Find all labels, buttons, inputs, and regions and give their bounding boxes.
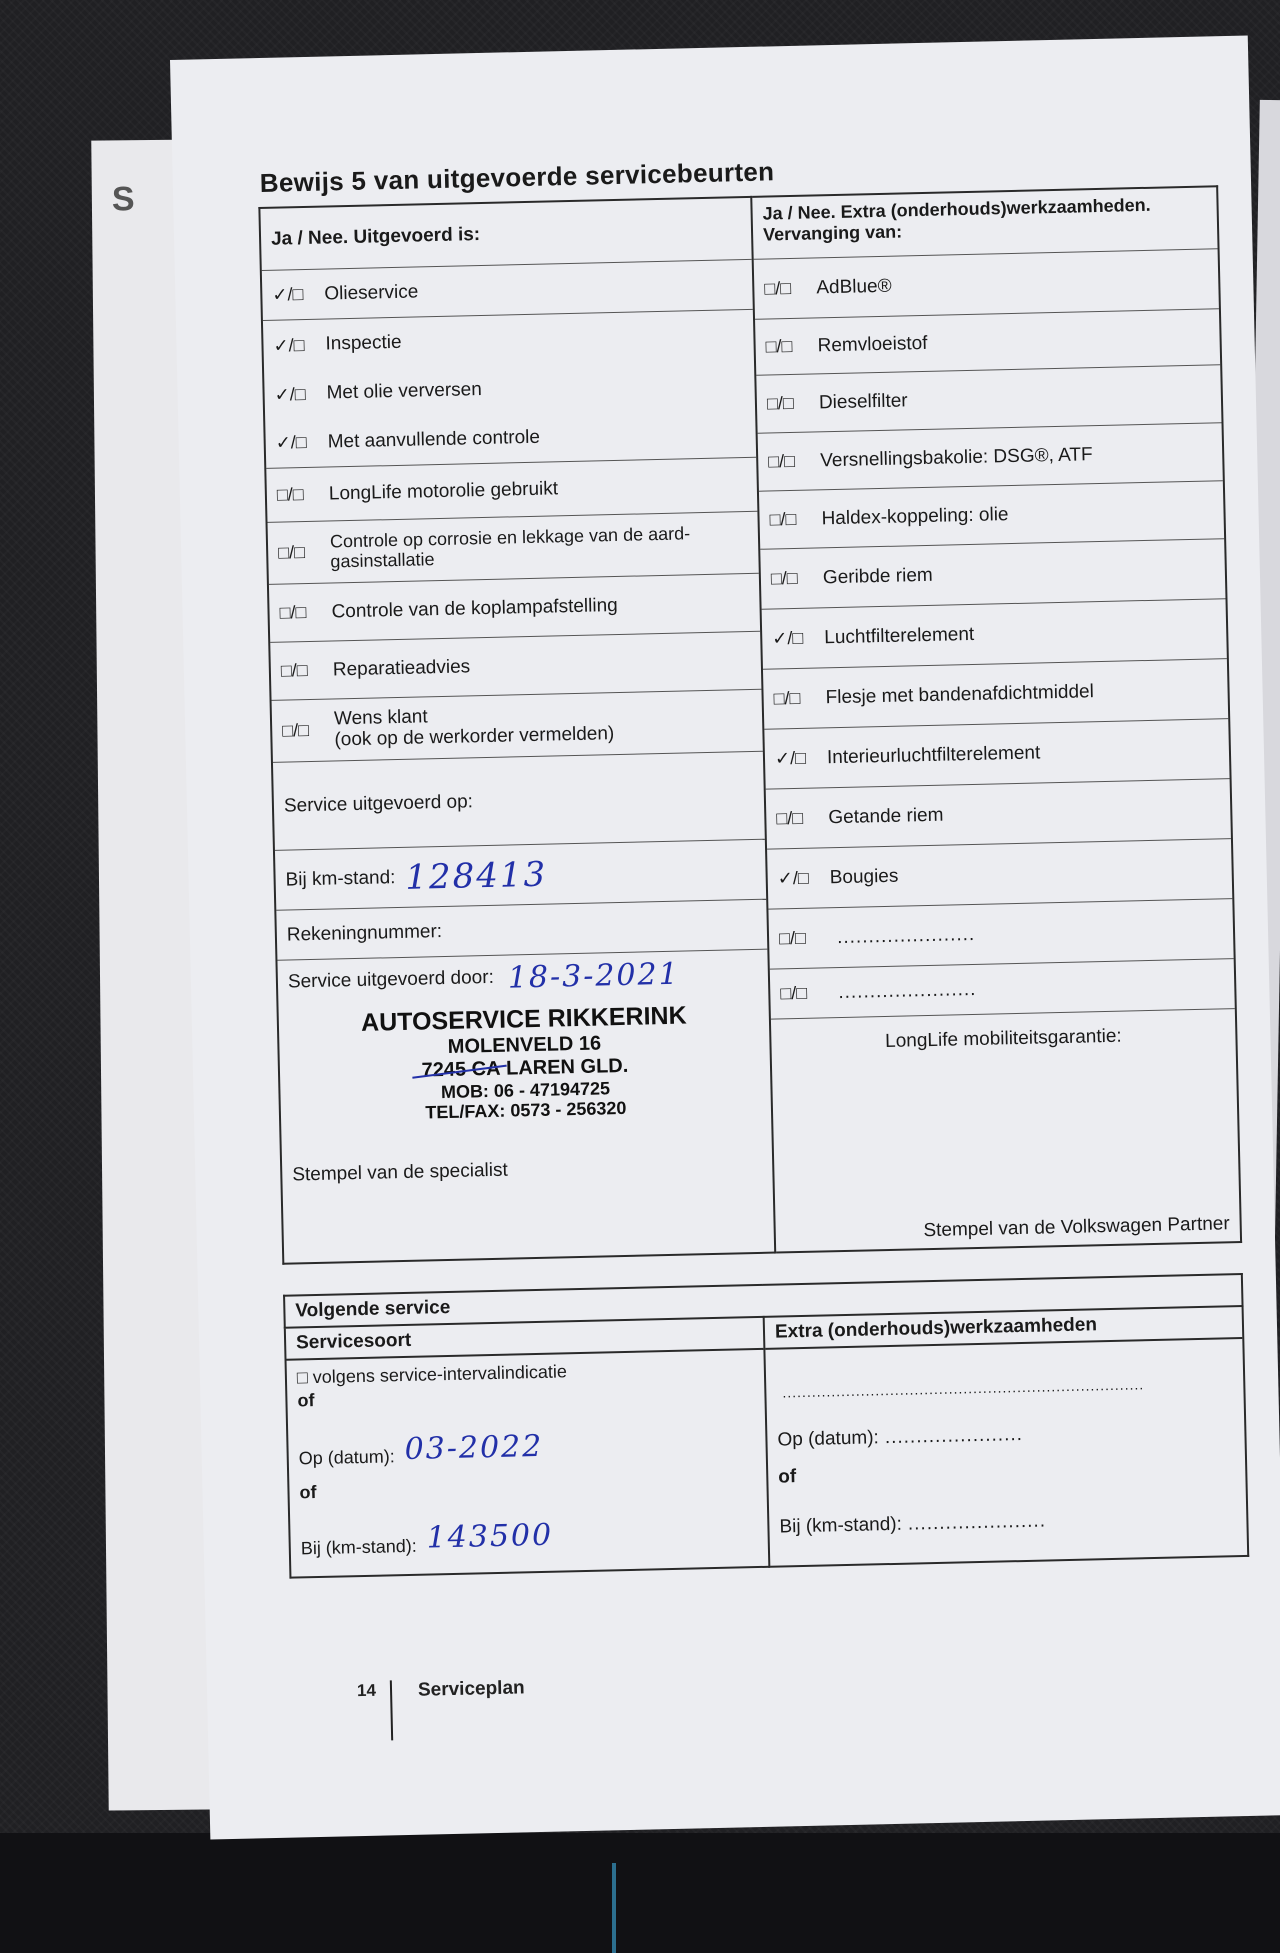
service-type-label: Servicesoort [286,1318,764,1361]
right-item-blank-1[interactable]: □/□ ...................... [768,899,1233,970]
left-item-olieservice[interactable]: ✓/□ Olieservice [262,260,753,321]
right-item-adblue[interactable]: □/□ AdBlue® [754,249,1219,320]
form-title: Bewijs 5 van uitgevoerde servicebeurten [259,156,775,198]
next-date-value[interactable]: 03-2022 [404,1428,544,1467]
service-date-value[interactable]: 18-3-2021 [507,956,681,996]
background-dark-fabric [0,1833,1280,1953]
checkbox-pair[interactable]: □/□ [769,508,797,530]
checkbox-pair-checked[interactable]: ✓/□ [772,627,804,649]
km-stand-row[interactable]: Bij km-stand: 128413 [275,840,766,911]
right-item-dieselfilter[interactable]: □/□ Dieselfilter [756,365,1221,434]
next-service-right: Extra (onderhouds)werkzaamheden .......................................................................... Op (datum): ...................... of Bij (km-stand): ...................... [764,1306,1249,1567]
checkbox-pair[interactable]: □/□ [776,807,804,829]
left-column [259,197,775,1264]
extra-work-dots[interactable]: .......................................................................... [782,1376,1145,1401]
checkbox-pair[interactable]: □/□ [279,602,307,623]
next-km-value[interactable]: 143500 [426,1517,554,1556]
right-km-dots[interactable]: ...................... [907,1510,1047,1535]
left-item-koplamp[interactable]: □/□ Controle van de koplampafstelling [269,574,760,643]
right-column [751,186,1241,1252]
right-item-bougies[interactable]: ✓/□ Bougies [767,839,1232,910]
checkbox-pair[interactable]: □/□ [280,660,308,681]
right-header: Ja / Nee. Extra (onderhouds)werkzaamheden. Vervanging van: [752,187,1217,260]
right-item-versnellingsbakolie[interactable]: □/□ Versnellingsbakolie: DSG®, ATF [758,423,1223,492]
checkbox-pair[interactable]: □/□ [768,450,796,472]
longlife-block [771,1009,1240,1251]
checkbox-pair-checked[interactable]: ✓/□ [273,334,305,356]
checkbox-pair[interactable]: □/□ [766,392,794,414]
checkbox-pair[interactable]: □/□ [276,484,304,505]
longlife-label: LongLife mobiliteitsgarantie: [884,1025,1122,1053]
checkbox-pair[interactable]: □/□ [773,687,801,709]
km-stand-value[interactable]: 128413 [404,854,548,898]
checkbox-pair[interactable]: □/□ [780,982,808,1004]
vw-stamp-label: Stempel van de Volkswagen Partner [923,1213,1230,1242]
right-item-interieurluchtfilter[interactable]: ✓/□ Interieurluchtfilterelement [764,719,1229,790]
left-item-longlife[interactable]: □/□ LongLife motorolie gebruikt [266,458,757,523]
footer-divider [390,1680,393,1740]
left-item-corrosie[interactable]: □/□ Controle op corrosie en lekkage van de aard-gasinstallatie [268,512,759,585]
right-item-geribde-riem[interactable]: □/□ Geribde riem [760,539,1225,610]
right-item-blank-2[interactable]: □/□ ...................... [770,959,1235,1020]
left-item-wens-klant[interactable]: □/□ Wens klant (ook op de werkorder vermelden) [272,690,763,763]
right-item-luchtfilter[interactable]: ✓/□ Luchtfilterelement [762,599,1227,670]
checkbox-pair[interactable]: □/□ [770,567,798,589]
checkbox-pair-checked[interactable]: ✓/□ [274,383,306,405]
interval-option[interactable]: □ volgens service-intervalindicatie [296,1361,568,1388]
right-item-haldex[interactable]: □/□ Haldex-koppeling: olie [759,481,1224,550]
checkbox-pair[interactable]: □/□ [277,541,306,563]
right-item-remvloeistof[interactable]: □/□ Remvloeistof [755,309,1220,376]
specialist-stamp-label: Stempel van de specialist [292,1159,508,1186]
right-item-getande-riem[interactable]: □/□ Getande riem [766,779,1231,850]
footer-section: Serviceplan [417,1677,525,1701]
checkbox-pair-checked[interactable]: ✓/□ [275,432,307,453]
extra-work-label: Extra (onderhouds)werkzaamheden [765,1307,1243,1350]
previous-page-letter: S [111,180,135,219]
checkbox-pair-checked[interactable]: ✓/□ [272,284,304,305]
checkbox-pair[interactable]: □/□ [765,335,793,357]
account-number-row[interactable]: Rekeningnummer: [276,900,767,961]
right-date-dots[interactable]: ...................... [884,1424,1024,1449]
service-performed-on: Service uitgevoerd op: [273,752,765,851]
left-item-reparatieadvies[interactable]: □/□ Reparatieadvies [270,632,761,701]
left-item-inspectie[interactable]: ✓/□ Inspectie [273,331,402,356]
next-service-left: Servicesoort □ volgens service-intervalindicatie of Op (datum): 03-2022 of Bij (km-stand): 143500 [285,1317,770,1578]
service-table [258,185,1242,1265]
checkbox-pair[interactable]: □/□ [778,927,807,949]
checkbox-pair-checked[interactable]: ✓/□ [777,867,809,889]
checkbox-pair[interactable]: □/□ [764,277,792,299]
fabric-seam [612,1863,616,1953]
left-item-met-aanvullende-controle[interactable]: ✓/□ Met aanvullende controle [265,408,756,469]
checkbox-pair-checked[interactable]: ✓/□ [774,747,807,769]
dealer-stamp: AUTOSERVICE RIKKERINK MOLENVELD 16 7245 CA LAREN GLD. MOB: 06 - 47194725 TEL/FAX: 0573 - 256320 [360,1001,687,1123]
right-item-bandenafdichtmiddel[interactable]: □/□ Flesje met bandenafdichtmiddel [763,659,1228,730]
checkbox-pair[interactable]: □/□ [282,719,310,741]
booklet-page [170,36,1280,1840]
left-header: Ja / Nee. Uitgevoerd is: [260,198,751,271]
service-proof-form [257,146,1249,1579]
page-number: 14 [356,1680,377,1701]
page-footer [357,1677,526,1741]
next-service-title: Volgende service [295,1296,451,1322]
next-service-table [283,1273,1249,1579]
left-item-met-olie-verversen[interactable]: ✓/□ Met olie verversen [274,379,483,405]
performed-by-block: Service uitgevoerd door: 18-3-2021 AUTOSERVICE RIKKERINK MOLENVELD 16 7245 CA LAREN GLD. MOB: 06 - 47194725 TEL/FAX: 0573 - 256320 Stempel van de specialist [277,950,772,1193]
